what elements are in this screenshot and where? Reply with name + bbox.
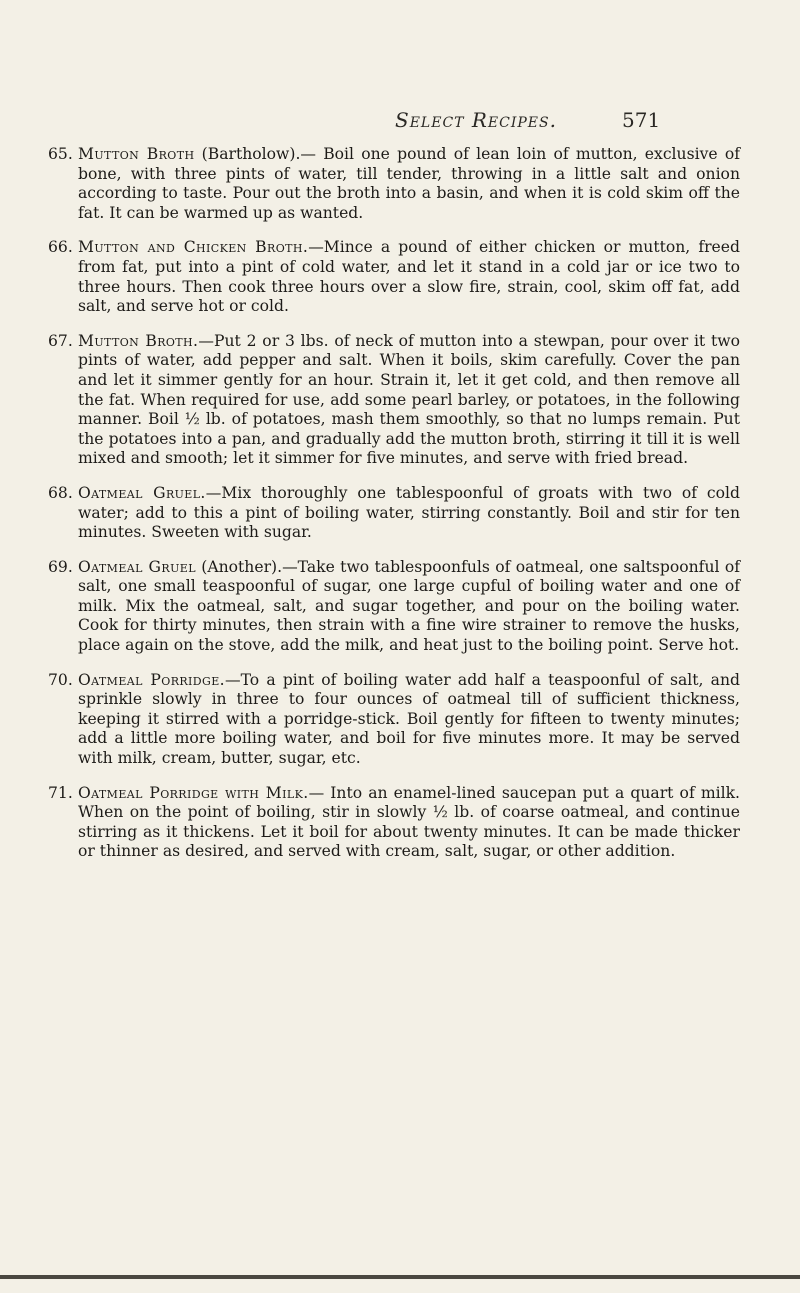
recipe-number: 70. <box>48 670 73 689</box>
recipe-title: Mutton Broth <box>78 145 195 163</box>
recipe-number: 71. <box>48 783 73 802</box>
recipe-title: Oatmeal Porridge with Milk. <box>78 783 309 802</box>
recipe-title: Mutton Broth. <box>78 331 199 350</box>
recipe-list <box>40 145 740 877</box>
recipe-67 <box>40 332 740 469</box>
page-number: 571 <box>622 108 661 132</box>
recipe-body: (Another).—Take two tablespoonfuls of oatmeal, one saltspoonful of salt, one small teaspoonful of sugar, one large cupful of boiling water and one of milk. Mix the oatmeal, salt, and sugar together, and pour on the boiling water. Cook for thirty minutes, then strain with a fine wire strainer to remove the husks, place again on the stove, add the milk, and heat just to the boiling point. Serve hot. <box>78 557 740 655</box>
recipe-body: (Bartholow).— Boil one pound of lean loin of mutton, exclusive of bone, with three pints of water, till tender, throwing in a little salt and onion according to taste. Pour out the broth into a basin, and when it is cold skim off the fat. It can be warmed up as wanted. <box>78 145 740 222</box>
recipe-body: —To a pint of boiling water add half a teaspoonful of salt, and sprinkle slowly in three to four ounces of oatmeal till of sufficient thickness, keeping it stirred with a porridge-stick. Boil gently for fifteen to twenty minutes; add a little more boiling water, and boil for five minutes more. It may be served with milk, cream, butter, sugar, etc. <box>78 670 740 768</box>
recipe-number: 69. <box>48 557 73 576</box>
recipe-68 <box>40 484 740 543</box>
recipe-body: —Mince a pound of either chicken or mutton, freed from fat, put into a pint of cold water, and let it stand in a cold jar or ice two to three hours. Then cook three hours over a slow fire, strain, cool, skim off fat, add salt, and serve hot or cold. <box>78 238 740 316</box>
page-header <box>0 108 800 138</box>
recipe-title: Oatmeal Porridge. <box>78 670 225 689</box>
recipe-66 <box>40 238 740 316</box>
recipe-number: 65. <box>48 145 73 163</box>
recipe-65 <box>40 145 740 223</box>
recipe-69 <box>40 558 740 656</box>
running-title: Select Recipes. <box>395 108 557 132</box>
recipe-71 <box>40 784 740 862</box>
bottom-divider <box>0 1275 800 1279</box>
recipe-number: 67. <box>48 331 73 350</box>
recipe-number: 66. <box>48 238 73 257</box>
recipe-title: Mutton and Chicken Broth. <box>78 238 309 257</box>
recipe-title: Oatmeal Gruel. <box>78 483 206 502</box>
recipe-body: — Into an enamel-lined saucepan put a quart of milk. When on the point of boiling, stir in slowly ½ lb. of coarse oatmeal, and continue stirring as it thickens. Let it boil for about twenty minutes. It can be made thicker or thinner as desired, and served with cream, salt, sugar, or other addition. <box>78 783 740 861</box>
recipe-title: Oatmeal Gruel <box>78 557 196 576</box>
recipe-body: —Mix thoroughly one tablespoonful of groats with two of cold water; add to this a pint of boiling water, stirring constantly. Boil and stir for ten minutes. Sweeten with sugar. <box>78 483 740 542</box>
recipe-body: —Put 2 or 3 lbs. of neck of mutton into a stewpan, pour over it two pints of water, add pepper and salt. When it boils, skim carefully. Cover the pan and let it simmer gently for an hour. Strain it, let it get cold, and then remove all the fat. When required for use, add some pearl barley, or potatoes, in the following manner. Boil ½ lb. of potatoes, mash them smoothly, so that no lumps remain. Put the potatoes into a pan, and gradually add the mutton broth, stirring it till it is well mixed and smooth; let it simmer for five minutes, and serve with fried bread. <box>78 331 740 468</box>
recipe-70 <box>40 671 740 769</box>
recipe-number: 68. <box>48 483 73 502</box>
